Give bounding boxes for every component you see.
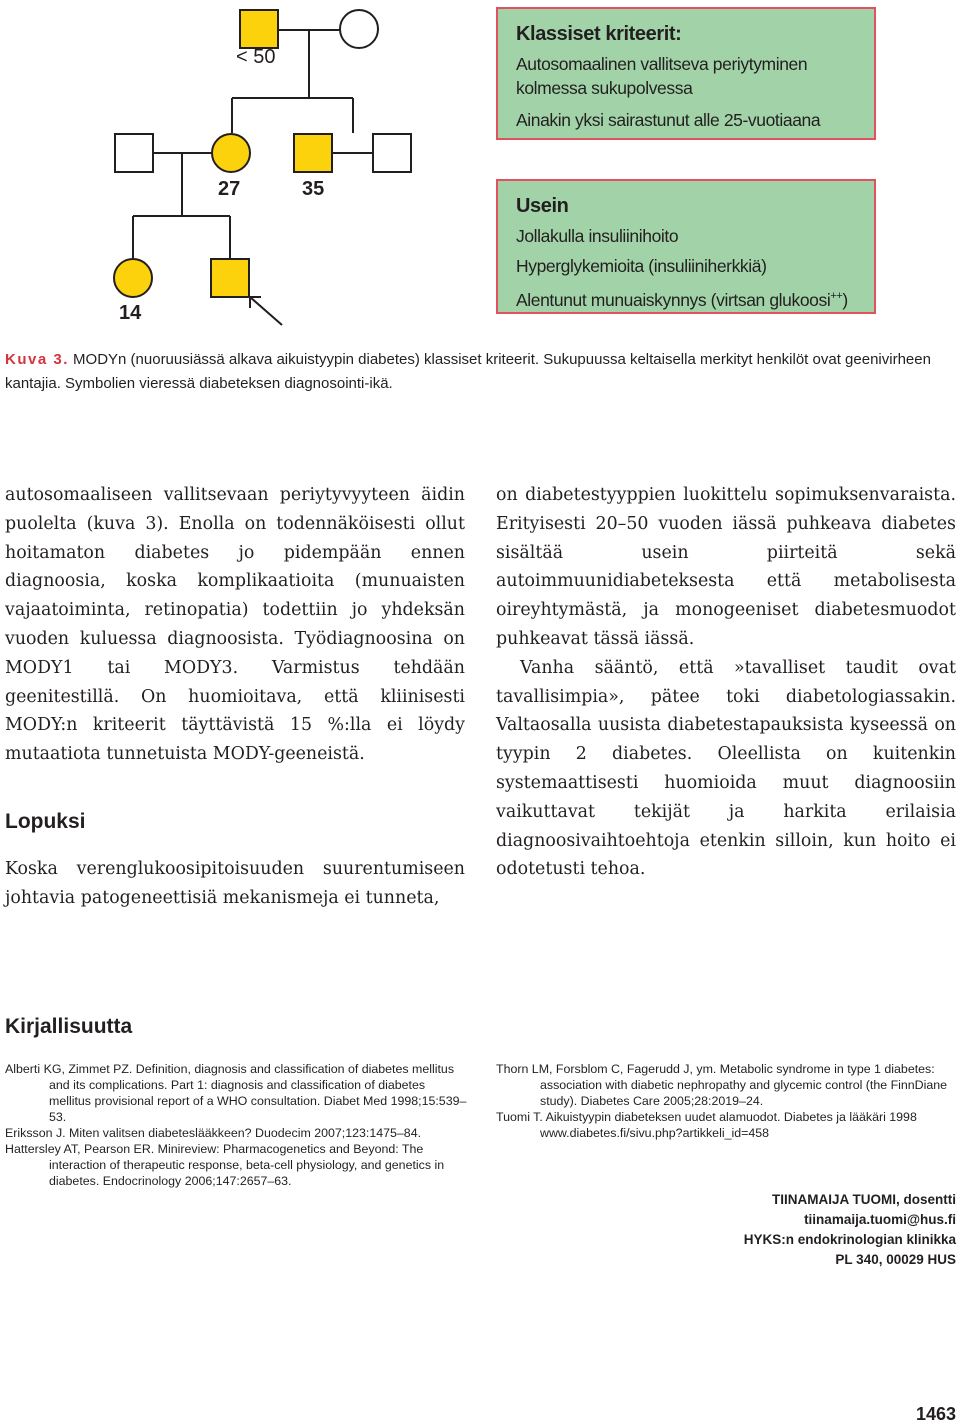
pedigree-male-affected bbox=[294, 134, 332, 172]
author-email[interactable]: tiinamaija.tuomi@hus.fi bbox=[804, 1212, 956, 1227]
pedigree-male-affected bbox=[240, 10, 278, 48]
pedigree-female-affected bbox=[212, 134, 250, 172]
author-block bbox=[556, 1190, 956, 1270]
often-heading: Usein bbox=[516, 195, 569, 217]
left-column bbox=[5, 481, 465, 769]
criteria-heading: Klassiset kriteerit: bbox=[516, 23, 682, 45]
reference-item: Hattersley AT, Pearson ER. Minireview: Pharmacogenetics and Beyond: The interaction of therapeutic response, beta-cell physiology, and genetics in diabetes. Endocrinology 2006;147:2657–63. bbox=[5, 1142, 445, 1188]
often-line: Alentunut munuaiskynnys (virtsan glukoosi++) bbox=[516, 289, 848, 310]
often-line: Hyperglykemioita (insuliiniherkkiä) bbox=[516, 256, 767, 276]
caption-text: MODYn (nuoruusiässä alkava aikuistyypin diabetes) klassiset kriteerit. Sukupuussa keltaisella merkityt henkilöt ovat geenivirheen kantajia. Symbolien vieressä diabeteksen diagnosointi-ikä. bbox=[5, 351, 931, 392]
pedigree-male-affected-proband bbox=[211, 259, 249, 297]
reference-item: Alberti KG, Zimmet PZ. Definition, diagnosis and classification of diabetes mellitus and its complications. Part 1: diagnosis and classification of diabetes mellitus provisional report of a WHO consultation. Diabet Med 1998;15:539–53. bbox=[5, 1062, 467, 1124]
criteria-line: Autosomaalinen vallitseva periytyminen bbox=[516, 54, 808, 74]
pedigree-male-unaffected bbox=[115, 134, 153, 172]
often-line: Jollakulla insuliinihoito bbox=[516, 226, 679, 246]
body-paragraph: Koska verenglukoosipitoisuuden suurentumiseen johtavia patogeneettisiä mekanismeja ei tunneta, bbox=[5, 859, 465, 908]
references-right bbox=[496, 1061, 958, 1141]
pedigree-male-unaffected bbox=[373, 134, 411, 172]
references-heading: Kirjallisuutta bbox=[5, 1015, 133, 1038]
reference-item: Eriksson J. Miten valitsen diabeteslääkkeen? Duodecim 2007;123:1475–84. bbox=[5, 1126, 422, 1140]
right-column bbox=[496, 481, 956, 884]
age-label-14: 14 bbox=[119, 302, 142, 324]
body-paragraph: autosomaaliseen vallitsevaan periytyvyyteen äidin puolelta (kuva 3). Enolla on todennäköisesti ollut hoitamaton diabetes jo pidempään ennen diagnoosia, koska komplikaatioita (munuaisten vajaatoiminta, retinopatia) todettiin jo yhdeksän vuoden kuluessa diagnoosista. Työdiagnoosina on MODY1 tai MODY3. Varmistus tehdään geenitestillä. On huomioitava, että kliinisesti MODY:n kriteerit täyttävistä 15 %:lla ei löydy mutaatiota tunnetuista MODY-geeneistä. bbox=[5, 485, 465, 765]
figure-label: Kuva 3. bbox=[5, 351, 69, 368]
page-number: 1463 bbox=[915, 1404, 956, 1424]
classic-criteria-box bbox=[496, 7, 876, 140]
criteria-line: Ainakin yksi sairastunut alle 25-vuotiaana bbox=[516, 110, 821, 130]
age-label-gen1: < 50 bbox=[236, 46, 276, 68]
author-name: TIINAMAIJA TUOMI, dosentti bbox=[772, 1192, 956, 1207]
author-address: PL 340, 00029 HUS bbox=[835, 1252, 956, 1267]
age-label-35: 35 bbox=[302, 178, 325, 200]
body-paragraph: Vanha sääntö, että »tavalliset taudit ovat tavallisimpia», pätee toki diabetologiassakin. Valtaosalla uusista diabetestapauksista kyseessä on tyypin 2 diabetes. Oleellista on kuitenkin systemaattisesti huomioida muut diagnoosiin vaikuttavat tekijät ja harkita erilaisia diagnoosivaihtoehtoja etenkin silloin, kun hoito ei odotetusti tehoa. bbox=[496, 657, 956, 880]
reference-item: Thorn LM, Forsblom C, Fagerudd J, ym. Metabolic syndrome in type 1 diabetes: association with diabetic nephropathy and glycemic control (the FinnDiane study). Diabetes Care 2005;28:2019–24. bbox=[496, 1062, 948, 1108]
pedigree-female-unaffected bbox=[340, 10, 378, 48]
pedigree-female-affected bbox=[114, 259, 152, 297]
author-affiliation: HYKS:n endokrinologian klinikka bbox=[743, 1232, 956, 1247]
reference-item: Tuomi T. Aikuistyypin diabeteksen uudet alamuodot. Diabetes ja lääkäri 1998 www.diabetes.fi/sivu.php?artikkeli_id=458 bbox=[496, 1110, 917, 1140]
references-left bbox=[5, 1061, 467, 1189]
left-column-end bbox=[5, 855, 465, 913]
section-heading: Lopuksi bbox=[5, 810, 86, 833]
age-label-27: 27 bbox=[218, 178, 241, 200]
body-paragraph: on diabetestyyppien luokittelu sopimuksenvaraista. Erityisesti 20–50 vuoden iässä puhkeava diabetes sisältää usein piirteitä sekä autoimmuunidiabeteksesta että metabolisesta oireyhtymästä, ja monogeeniset diabetesmuodot puhkeavat tässä iässä. bbox=[496, 485, 956, 649]
often-features-box bbox=[496, 179, 876, 314]
figure-caption bbox=[5, 348, 957, 396]
criteria-line: kolmessa sukupolvessa bbox=[516, 78, 693, 98]
